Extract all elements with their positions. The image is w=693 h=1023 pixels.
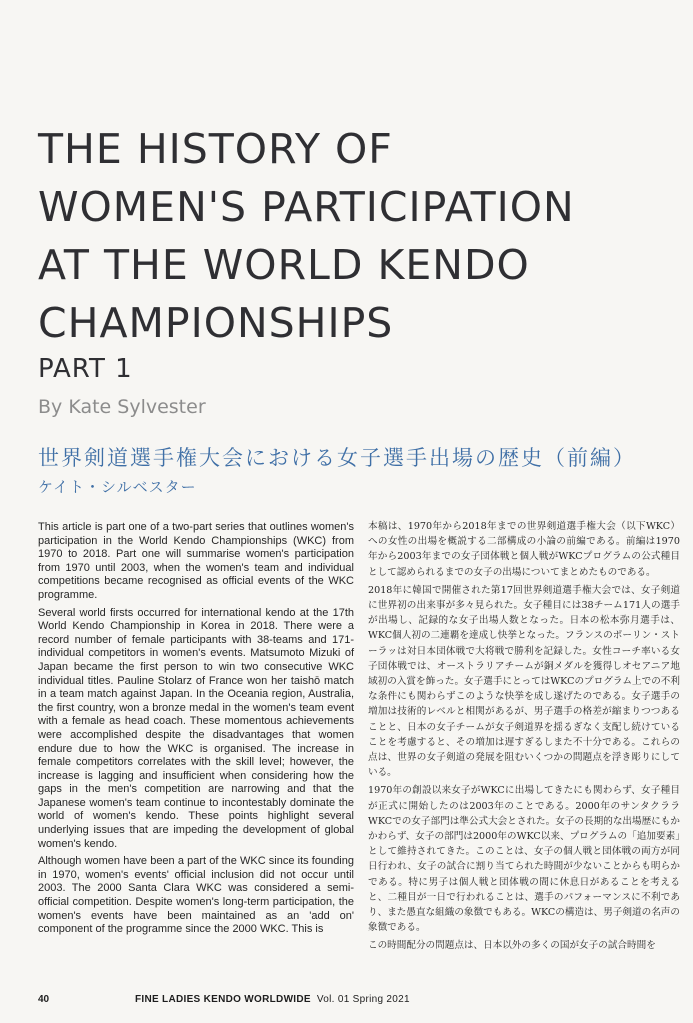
article-title	[38, 120, 678, 352]
title-line: THE HISTORY OF	[38, 125, 393, 173]
paragraph: 本稿は、1970年から2018年までの世界剣道選手権大会（以下WKC）への女性の出場を概説する二部構成の小論の前編である。前編は1970年から2003年までの女子団体戦と個人戦がWKCプログラムの公式種目として認められるまでの女子の出場についてまとめたものである。	[368, 521, 680, 578]
paragraph: 1970年の創設以来女子がWKCに出場してきたにも関わらず、女子種目が正式に開始したのは2003年のことである。2000年のサンタクララWKCでの女子部門は準公式大会とされた。女子の長期的な出場歴にもかかわらず、女子の部門は2000年のWKC以来、プログラムの「追加要素」として維持されてきた。このことは、女子の個人戦と団体戦の両方が同日行われ、女子の試合に割り当てられた時間が少ないことからも明らかである。特に男子は個人戦と団体戦の間に休息日があることを考えると、二種目が一日で行われることは、選手のパフォーマンスに不利であり、また愚直な組織の象徴でもある。WKCの構造は、男子剣道の名声の象徴である。	[368, 785, 680, 934]
title-line: CHAMPIONSHIPS	[38, 299, 394, 347]
english-body-column	[38, 521, 354, 941]
japanese-body-column	[368, 519, 680, 957]
page-number: 40	[38, 994, 50, 1005]
paragraph: この時間配分の問題点は、日本以外の多くの国が女子の試合時間を	[368, 940, 656, 952]
paragraph: Several world firsts occurred for international kendo at the 17th World Kendo Championship in Korea in 2018. There were a record number of female participants with 38-teams and 171-individual competitors in women's events. Matsumoto Mizuki of Japan became the first person to win two consecutive WKC individual titles. Pauline Stolarz of France won her taishō match in a team match against Japan. In the Oceania region, Australia, the first country, won a bronze medal in the women's team event with a female as head coach. These momentous achievements were accomplished despite the disadvantages that women endure due to how the WKC is organised. The increase in female competitors correlates with the skill level; however, the increase is lagging and insufficient when considering how the gaps in the men's competition are narrowing and that the Japanese women's team continue to incontestably dominate the world of women's kendo. These points highlight several underlying issues that are impeding the development of global women's kendo.	[38, 606, 354, 850]
title-line: WOMEN'S PARTICIPATION	[38, 183, 575, 231]
paragraph: 2018年に韓国で開催された第17回世界剣道選手権大会では、女子剣道に世界初の出来事が多々見られた。女子種目には38チーム171人の選手が出場し、記録的な女子出場人数となった。日本の松本弥月選手は、WKC個人初の二連覇を達成し快挙となった。フランスのポーリン・ストーラッは対日本団体戦で大将戦で勝利を記録した。女性コーチ率いる女子団体戦では、オーストラリアチームが銅メダルを獲得しオセアニア地域初の入賞を飾った。女子選手にとってはWKCのプログラム上での不利な条件にも関わらずこのような快挙を成し遂げたのである。女子選手の増加は技術的レベルと相関があるが、男子選手の格差が縮まりつつあることと、日本の女子チームが女子剣道界を揺るぎなく支配し続けていることを考慮すると、その増加は遅すぎるしまた不十分である。これらの点は、世界の女子剣道の発展を阻むいくつかの問題点を浮き彫りにしている。	[368, 584, 680, 779]
magazine-name: FINE LADIES KENDO WORLDWIDE	[135, 994, 311, 1005]
paragraph: Although women have been a part of the WKC since its founding in 1970, women's events' official inclusion did not occur until 2003. The 2000 Santa Clara WKC was considered a semi-official competition. Despite women's long-term participation, the women's events have been maintained as an 'add on' component of the programme since the 2000 WKC. This is	[38, 855, 354, 936]
byline: By Kate Sylvester	[38, 396, 206, 418]
title-line: AT THE WORLD KENDO	[38, 241, 530, 289]
paragraph: This article is part one of a two-part series that outlines women's participation in the World Kendo Championships (WKC) from 1970 to 2018. Part one will summarise women's participation from 1970 until 2003, when the women's team and individual competitions became recognised as official events of the WKC programme.	[38, 521, 354, 601]
issue-label: Vol. 01 Spring 2021	[316, 994, 410, 1005]
part-label: PART 1	[38, 354, 133, 384]
footer-publication	[135, 994, 410, 1005]
japanese-author: ケイト・シルベスター	[38, 478, 197, 496]
japanese-title: 世界剣道選手権大会における女子選手出場の歴史（前編）	[38, 446, 636, 470]
